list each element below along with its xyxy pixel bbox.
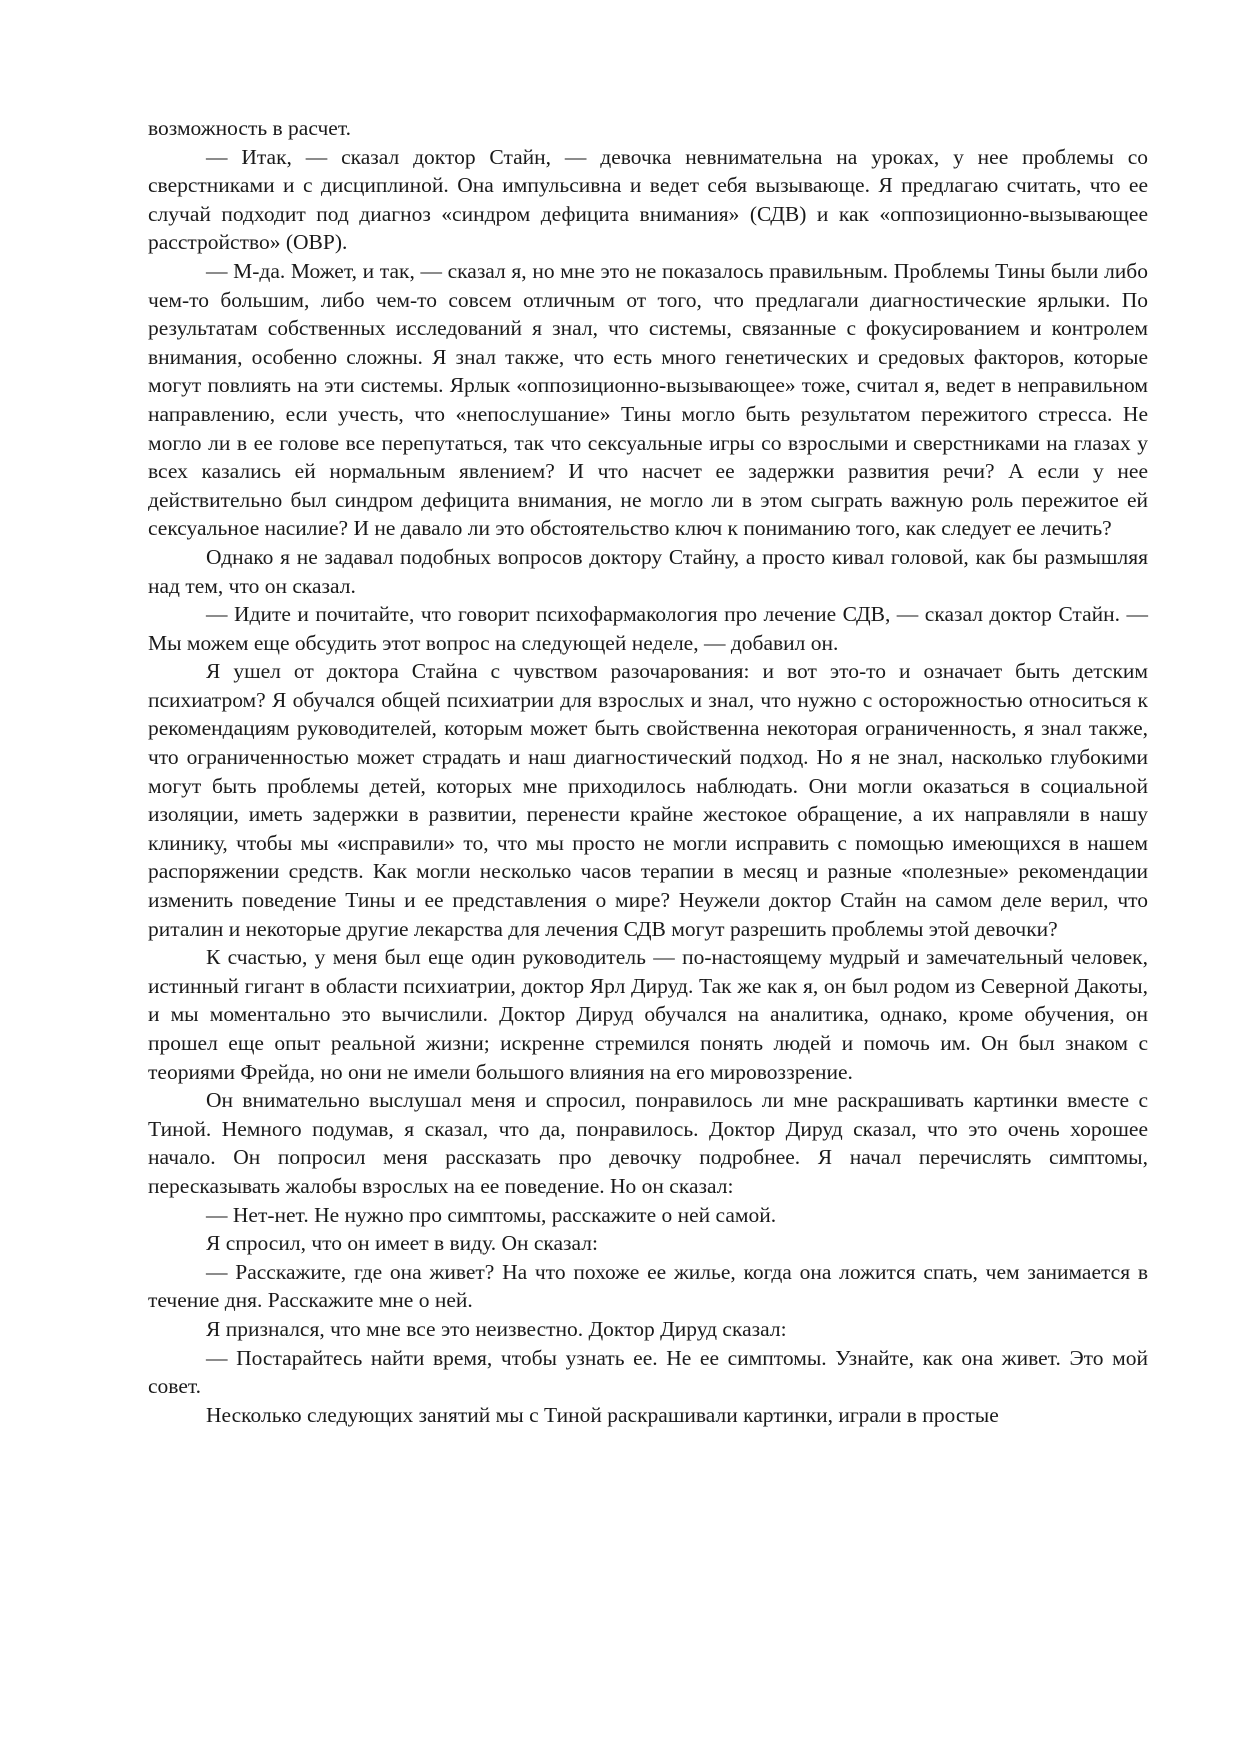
paragraph-9: — Нет-нет. Не нужно про симптомы, расскажите о ней самой. <box>206 1202 777 1227</box>
paragraph-4: Однако я не задавал подобных вопросов доктору Стайну, а просто кивал головой, как бы размышляя над тем, что он сказал. <box>148 544 1148 598</box>
paragraph-6: Я ушел от доктора Стайна с чувством разочарования: и вот это-то и означает быть детским психиатром? Я обучался общей психиатрии для взрослых и знал, что нужно с осторожностью относиться к рекомендациям руководителей, которым может быть свойственна некоторая ограниченность, я знал также, что ограниченностью может страдать и наш диагностический подход. Но я не знал, насколько глубокими могут быть проблемы детей, которых мне приходилось наблюдать. Они могли оказаться в социальной изоляции, иметь задержки в развитии, перенести крайне жестокое обращение, а их направляли в нашу клинику, чтобы мы «исправили» то, что мы просто не могли исправить с помощью имеющихся в нашем распоряжении средств. Как могли несколько часов терапии в месяц и разные «полезные» рекомендации изменить поведение Тины и ее представления о мире? Неужели доктор Стайн на самом деле верил, что риталин и некоторые другие лекарства для лечения СДВ могут разрешить проблемы этой девочки? <box>148 659 1148 941</box>
document-page <box>148 114 1148 1429</box>
paragraph-10: Я спросил, что он имеет в виду. Он сказал: <box>206 1231 598 1256</box>
paragraph-2: — Итак, — сказал доктор Стайн, — девочка невнимательна на уроках, у нее проблемы со сверстниками и с дисциплиной. Она импульсивна и ведет себя вызывающе. Я предлагаю считать, что ее случай подходит под диагноз «синдром дефицита внимания» (СДВ) и как «оппозиционно-вызывающее расстройство» (ОВР). <box>148 144 1148 255</box>
paragraph-12: Я признался, что мне все это неизвестно. Доктор Дируд сказал: <box>206 1316 787 1341</box>
paragraph-8: Он внимательно выслушал меня и спросил, понравилось ли мне раскрашивать картинки вместе с Тиной. Немного подумав, я сказал, что да, понравилось. Доктор Дируд сказал, что это очень хорошее начало. Он попросил меня рассказать про девочку подробнее. Я начал перечислять симптомы, пересказывать жалобы взрослых на ее поведение. Но он сказал: <box>148 1088 1148 1198</box>
paragraph-7: К счастью, у меня был еще один руководитель — по-настоящему мудрый и замечательный человек, истинный гигант в области психиатрии, доктор Ярл Дируд. Так же как я, он был родом из Северной Дакоты, и мы моментально это вычислили. Доктор Дируд обучался на аналитика, однако, кроме обучения, он прошел еще опыт реальной жизни; искренне стремился понять людей и помочь им. Он был знаком с теориями Фрейда, но они не имели большого влияния на его мировоззрение. <box>148 945 1148 1084</box>
paragraph-3: — М-да. Может, и так, — сказал я, но мне это не показалось правильным. Проблемы Тины были либо чем-то большим, либо чем-то совсем отличным от того, что предлагали диагностические ярлыки. По результатам собственных исследований я знал, что системы, связанные с фокусированием и контролем внимания, особенно сложны. Я знал также, что есть много генетических и средовых факторов, которые могут повлиять на эти системы. Ярлык «оппозиционно-вызывающее» тоже, считал я, ведет в неправильном направлению, если учесть, что «непослушание» Тины могло быть результатом пережитого стресса. Не могло ли в ее голове все перепутаться, так что сексуальные игры со взрослыми и сверстниками на глазах у всех казались ей нормальным явлением? И что насчет ее задержки развития речи? А если у нее действительно был синдром дефицита внимания, не могло ли в этом сыграть важную роль пережитое ей сексуальное насилие? И не давало ли это обстоятельство ключ к пониманию того, как следует ее лечить? <box>148 258 1148 541</box>
paragraph-14: Несколько следующих занятий мы с Тиной раскрашивали картинки, играли в простые <box>206 1402 999 1427</box>
paragraph-1: возможность в расчет. <box>148 116 351 140</box>
paragraph-11: — Расскажите, где она живет? На что похоже ее жилье, когда она ложится спать, чем занимается в течение дня. Расскажите мне о ней. <box>148 1259 1148 1313</box>
paragraph-13: — Постарайтесь найти время, чтобы узнать ее. Не ее симптомы. Узнайте, как она живет. Это мой совет. <box>148 1345 1148 1399</box>
paragraph-5: — Идите и почитайте, что говорит психофармакология про лечение СДВ, — сказал доктор Стайн. — Мы можем еще обсудить этот вопрос на следующей неделе, — добавил он. <box>148 602 1148 655</box>
